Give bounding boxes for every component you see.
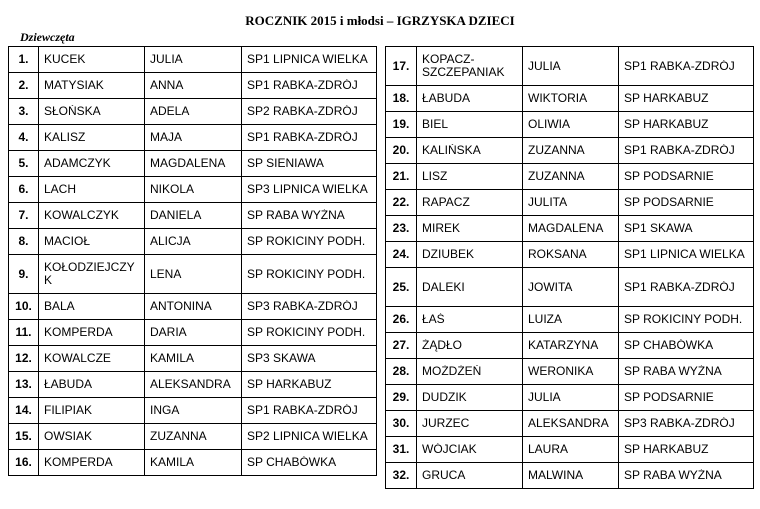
first-name-cell-text: OLIWIA xyxy=(528,118,571,131)
rank-cell xyxy=(386,359,417,385)
first-name-cell xyxy=(523,359,619,385)
surname-cell xyxy=(417,138,523,164)
first-name-cell xyxy=(145,450,242,476)
surname-cell xyxy=(39,177,145,203)
first-name-cell-text: INGA xyxy=(150,404,180,417)
first-name-cell-text: KATARZYNA xyxy=(528,339,599,352)
table-row xyxy=(386,307,754,333)
surname-cell-text: DALEKI xyxy=(422,280,465,294)
table-row xyxy=(386,411,754,437)
surname-cell-text: KOŁODZIEJCZYK xyxy=(44,261,135,287)
school-cell-text: SP1 RABKA-ZDRÓJ xyxy=(624,280,735,294)
rank-cell-text: 5. xyxy=(18,157,29,170)
first-name-cell xyxy=(145,125,242,151)
surname-cell-text: LACH xyxy=(44,183,77,196)
surname-cell xyxy=(417,190,523,216)
table-row xyxy=(386,112,754,138)
rank-cell-text: 24. xyxy=(392,248,410,261)
school-cell xyxy=(242,424,377,450)
surname-cell-text: BIEL xyxy=(422,118,449,131)
school-cell-text: SP1 LIPNICA WIELKA xyxy=(624,248,745,261)
rank-cell-text: 11. xyxy=(15,326,32,339)
first-name-cell-text: JOWITA xyxy=(528,280,573,294)
first-name-cell-text: ZUZANNA xyxy=(528,144,585,157)
first-name-cell xyxy=(523,437,619,463)
school-cell xyxy=(619,216,754,242)
school-cell-text: SP HARKABUZ xyxy=(247,378,332,391)
rank-cell xyxy=(386,164,417,190)
rank-cell-text: 20. xyxy=(392,144,410,157)
rank-cell-text: 19. xyxy=(392,118,410,131)
school-cell xyxy=(242,47,377,73)
table-row xyxy=(9,229,377,255)
surname-cell-text: ŁABUDA xyxy=(422,92,471,105)
rank-cell-text: 8. xyxy=(18,235,29,248)
school-cell xyxy=(619,86,754,112)
table-row xyxy=(9,177,377,203)
school-cell xyxy=(619,359,754,385)
first-name-cell xyxy=(523,411,619,437)
first-name-cell-text: ZUZANNA xyxy=(528,170,585,183)
table-row xyxy=(9,294,377,320)
surname-cell xyxy=(39,125,145,151)
surname-cell xyxy=(417,333,523,359)
surname-cell xyxy=(417,242,523,268)
section-subtitle: Dziewczęta xyxy=(20,30,75,44)
first-name-cell xyxy=(145,47,242,73)
first-name-cell-text: JULIA xyxy=(528,59,561,73)
school-cell-text: SP PODSARNIE xyxy=(624,170,714,183)
school-cell-text: SP1 RABKA-ZDRÓJ xyxy=(247,79,358,92)
first-name-cell-text: ADELA xyxy=(150,105,190,118)
school-cell xyxy=(242,346,377,372)
school-cell xyxy=(619,333,754,359)
first-name-cell xyxy=(523,242,619,268)
table-row xyxy=(386,190,754,216)
school-cell xyxy=(242,320,377,346)
first-name-cell-text: ALEKSANDRA xyxy=(150,378,231,391)
rank-cell xyxy=(9,372,39,398)
rank-cell-text: 10. xyxy=(15,300,32,313)
rank-cell xyxy=(9,151,39,177)
rank-cell-text: 31. xyxy=(392,443,410,456)
table-row xyxy=(9,346,377,372)
school-cell xyxy=(619,190,754,216)
rank-cell xyxy=(9,450,39,476)
first-name-cell xyxy=(145,294,242,320)
surname-cell xyxy=(39,229,145,255)
school-cell-text: SP HARKABUZ xyxy=(624,443,709,456)
rank-cell-text: 2. xyxy=(18,79,29,92)
rank-cell-text: 30. xyxy=(392,417,410,430)
left-results-table xyxy=(8,46,377,476)
first-name-cell xyxy=(145,229,242,255)
rank-cell xyxy=(9,346,39,372)
school-cell xyxy=(619,463,754,489)
rank-cell xyxy=(9,177,39,203)
rank-cell xyxy=(386,242,417,268)
school-cell-text: SP1 RABKA-ZDRÓJ xyxy=(624,59,735,73)
first-name-cell-text: WERONIKA xyxy=(528,365,594,378)
rank-cell xyxy=(386,112,417,138)
school-cell xyxy=(619,268,754,307)
school-cell xyxy=(242,398,377,424)
surname-cell-text: WÓJCIAK xyxy=(422,443,477,456)
surname-cell-text: RAPACZ xyxy=(422,196,470,209)
rank-cell xyxy=(386,463,417,489)
first-name-cell-text: JULIA xyxy=(150,53,183,66)
school-cell-text: SP ROKICINY PODH. xyxy=(624,313,743,326)
table-row xyxy=(9,424,377,450)
surname-cell-text: MACIOŁ xyxy=(44,235,91,248)
surname-cell xyxy=(39,398,145,424)
rank-cell-text: 16. xyxy=(15,456,32,469)
first-name-cell xyxy=(523,463,619,489)
school-cell xyxy=(619,385,754,411)
surname-cell xyxy=(417,359,523,385)
right-results-table xyxy=(385,46,754,489)
school-cell xyxy=(619,47,754,86)
rank-cell-text: 12. xyxy=(15,352,32,365)
rank-cell xyxy=(386,138,417,164)
rank-cell-text: 25. xyxy=(392,280,410,294)
school-cell-text: SP RABA WYŻNA xyxy=(247,209,345,222)
school-cell xyxy=(619,411,754,437)
table-row xyxy=(386,242,754,268)
surname-cell-text: ŁABUDA xyxy=(44,378,93,391)
surname-cell xyxy=(417,385,523,411)
rank-cell xyxy=(386,268,417,307)
first-name-cell-text: KAMILA xyxy=(150,456,195,469)
surname-cell-text: KOMPERDA xyxy=(44,326,113,339)
school-cell-text: SP2 LIPNICA WIELKA xyxy=(247,430,368,443)
first-name-cell-text: DARIA xyxy=(150,326,187,339)
rank-cell-text: 4. xyxy=(18,131,29,144)
rank-cell-text: 17. xyxy=(392,59,410,73)
rank-cell-text: 23. xyxy=(392,222,410,235)
first-name-cell xyxy=(145,372,242,398)
surname-cell xyxy=(417,47,523,86)
rank-cell-text: 7. xyxy=(18,209,29,222)
surname-cell-text: KALIŃSKA xyxy=(422,144,481,157)
school-cell-text: SP3 RABKA-ZDRÓJ xyxy=(624,417,735,430)
surname-cell xyxy=(39,99,145,125)
school-cell-text: SP HARKABUZ xyxy=(624,92,709,105)
school-cell xyxy=(619,242,754,268)
surname-cell xyxy=(39,255,145,294)
school-cell-text: SP3 LIPNICA WIELKA xyxy=(247,183,368,196)
table-row xyxy=(9,47,377,73)
first-name-cell-text: JULITA xyxy=(528,196,568,209)
rank-cell-text: 28. xyxy=(392,365,410,378)
first-name-cell xyxy=(523,307,619,333)
school-cell xyxy=(619,437,754,463)
surname-cell xyxy=(417,86,523,112)
table-row xyxy=(9,398,377,424)
first-name-cell xyxy=(145,99,242,125)
surname-cell-text: SŁOŃSKA xyxy=(44,105,101,118)
surname-cell xyxy=(39,294,145,320)
school-cell-text: SP HARKABUZ xyxy=(624,118,709,131)
table-row xyxy=(386,164,754,190)
school-cell-text: SP ROKICINY PODH. xyxy=(247,267,366,281)
rank-cell xyxy=(9,424,39,450)
table-row xyxy=(9,203,377,229)
first-name-cell-text: ALEKSANDRA xyxy=(528,417,609,430)
first-name-cell xyxy=(145,320,242,346)
first-name-cell-text: DANIELA xyxy=(150,209,202,222)
first-name-cell-text: ROKSANA xyxy=(528,248,587,261)
first-name-cell-text: LUIZA xyxy=(528,313,563,326)
school-cell xyxy=(619,112,754,138)
first-name-cell-text: MAGDALENA xyxy=(150,157,226,170)
first-name-cell-text: LAURA xyxy=(528,443,569,456)
school-cell-text: SP CHABÓWKA xyxy=(624,339,714,352)
school-cell-text: SP1 RABKA-ZDRÓJ xyxy=(247,131,358,144)
first-name-cell xyxy=(523,333,619,359)
surname-cell-text: DUDZIK xyxy=(422,391,467,404)
table-row xyxy=(386,437,754,463)
rank-cell-text: 1. xyxy=(18,53,29,66)
first-name-cell xyxy=(523,385,619,411)
rank-cell-text: 26. xyxy=(392,313,410,326)
surname-cell-text: FILIPIAK xyxy=(44,404,93,417)
school-cell-text: SP1 LIPNICA WIELKA xyxy=(247,53,368,66)
surname-cell-text: KUCEK xyxy=(44,53,86,66)
first-name-cell-text: KAMILA xyxy=(150,352,195,365)
surname-cell xyxy=(39,372,145,398)
surname-cell-text: MOŻDŻEŃ xyxy=(422,365,482,378)
first-name-cell xyxy=(523,216,619,242)
surname-cell xyxy=(39,203,145,229)
school-cell-text: SP3 RABKA-ZDRÓJ xyxy=(247,300,358,313)
rank-cell xyxy=(9,47,39,73)
surname-cell xyxy=(39,151,145,177)
first-name-cell xyxy=(145,73,242,99)
surname-cell xyxy=(39,450,145,476)
school-cell-text: SP ROKICINY PODH. xyxy=(247,235,366,248)
first-name-cell-text: ANNA xyxy=(150,79,184,92)
first-name-cell xyxy=(145,151,242,177)
school-cell xyxy=(242,177,377,203)
table-row xyxy=(9,320,377,346)
surname-cell-text: ŻĄDŁO xyxy=(422,339,463,352)
surname-cell-text: BALA xyxy=(44,300,75,313)
table-row xyxy=(386,86,754,112)
rank-cell xyxy=(9,203,39,229)
table-row xyxy=(386,463,754,489)
rank-cell-text: 13. xyxy=(15,378,32,391)
surname-cell-text: KOWALCZE xyxy=(44,352,111,365)
rank-cell xyxy=(386,385,417,411)
rank-cell xyxy=(9,125,39,151)
rank-cell xyxy=(9,255,39,294)
school-cell xyxy=(242,73,377,99)
table-row xyxy=(9,125,377,151)
school-cell-text: SP SIENIAWA xyxy=(247,157,324,170)
surname-cell-text: JURZEC xyxy=(422,417,470,430)
first-name-cell-text: ANTONINA xyxy=(150,300,212,313)
table-row xyxy=(386,138,754,164)
first-name-cell-text: WIKTORIA xyxy=(528,92,588,105)
rank-cell xyxy=(386,190,417,216)
school-cell-text: SP3 SKAWA xyxy=(247,352,316,365)
surname-cell-text: GRUCA xyxy=(422,469,466,482)
surname-cell xyxy=(39,73,145,99)
school-cell xyxy=(242,203,377,229)
surname-cell xyxy=(417,164,523,190)
table-row xyxy=(386,216,754,242)
rank-cell-text: 6. xyxy=(18,183,29,196)
surname-cell-text: KOPACZ-SZCZEPANIAK xyxy=(422,53,505,79)
school-cell xyxy=(619,138,754,164)
school-cell xyxy=(242,151,377,177)
table-row xyxy=(9,372,377,398)
school-cell xyxy=(619,307,754,333)
school-cell-text: SP RABA WYŻNA xyxy=(624,469,722,482)
rank-cell xyxy=(9,229,39,255)
first-name-cell xyxy=(523,47,619,86)
surname-cell-text: DZIUBEK xyxy=(422,248,475,261)
rank-cell xyxy=(386,411,417,437)
rank-cell-text: 14. xyxy=(15,404,32,417)
surname-cell-text: KALISZ xyxy=(44,131,86,144)
table-row xyxy=(386,268,754,307)
rank-cell-text: 22. xyxy=(392,196,410,209)
first-name-cell xyxy=(145,203,242,229)
surname-cell-text: MATYSIAK xyxy=(44,79,104,92)
surname-cell xyxy=(417,437,523,463)
rank-cell xyxy=(386,86,417,112)
surname-cell xyxy=(39,424,145,450)
school-cell xyxy=(242,229,377,255)
table-row xyxy=(9,73,377,99)
page-title: ROCZNIK 2015 i młodsi – IGRZYSKA DZIECI xyxy=(245,13,515,28)
surname-cell xyxy=(417,411,523,437)
rank-cell-text: 9. xyxy=(18,267,29,281)
rank-cell xyxy=(386,47,417,86)
rank-cell xyxy=(9,294,39,320)
surname-cell xyxy=(417,307,523,333)
school-cell-text: SP RABA WYŻNA xyxy=(624,365,722,378)
first-name-cell xyxy=(523,86,619,112)
table-row xyxy=(386,333,754,359)
school-cell xyxy=(242,450,377,476)
rank-cell-text: 32. xyxy=(392,469,410,482)
first-name-cell xyxy=(145,177,242,203)
surname-cell xyxy=(417,268,523,307)
table-row xyxy=(9,151,377,177)
school-cell xyxy=(619,164,754,190)
surname-cell-text: LISZ xyxy=(422,170,448,183)
school-cell-text: SP1 SKAWA xyxy=(624,222,693,235)
surname-cell xyxy=(417,463,523,489)
first-name-cell-text: ALICJA xyxy=(150,235,191,248)
rank-cell xyxy=(9,320,39,346)
surname-cell-text: KOMPERDA xyxy=(44,456,113,469)
rank-cell xyxy=(9,73,39,99)
surname-cell xyxy=(39,346,145,372)
first-name-cell xyxy=(145,255,242,294)
surname-cell-text: MIREK xyxy=(422,222,461,235)
first-name-cell-text: NIKOLA xyxy=(150,183,195,196)
surname-cell xyxy=(39,47,145,73)
first-name-cell-text: JULIA xyxy=(528,391,561,404)
school-cell-text: SP ROKICINY PODH. xyxy=(247,326,366,339)
rank-cell-text: 3. xyxy=(18,105,29,118)
first-name-cell xyxy=(523,164,619,190)
rank-cell-text: 29. xyxy=(392,391,410,404)
surname-cell-text: ADAMCZYK xyxy=(44,157,111,170)
school-cell xyxy=(242,255,377,294)
rank-cell xyxy=(9,398,39,424)
first-name-cell xyxy=(523,190,619,216)
first-name-cell-text: MALWINA xyxy=(528,469,584,482)
first-name-cell-text: MAJA xyxy=(150,131,183,144)
rank-cell xyxy=(9,99,39,125)
first-name-cell-text: MAGDALENA xyxy=(528,222,604,235)
table-row xyxy=(9,450,377,476)
surname-cell xyxy=(39,320,145,346)
first-name-cell xyxy=(145,424,242,450)
surname-cell-text: KOWALCZYK xyxy=(44,209,119,222)
surname-cell xyxy=(417,112,523,138)
rank-cell-text: 18. xyxy=(392,92,410,105)
rank-cell-text: 21. xyxy=(392,170,410,183)
table-row xyxy=(386,47,754,86)
rank-cell xyxy=(386,333,417,359)
rank-cell xyxy=(386,437,417,463)
rank-cell xyxy=(386,307,417,333)
school-cell xyxy=(242,125,377,151)
school-cell-text: SP PODSARNIE xyxy=(624,391,714,404)
school-cell-text: SP2 RABKA-ZDRÓJ xyxy=(247,105,358,118)
table-row xyxy=(9,255,377,294)
first-name-cell xyxy=(523,112,619,138)
school-cell-text: SP1 RABKA-ZDRÓJ xyxy=(624,144,735,157)
surname-cell-text: OWSIAK xyxy=(44,430,93,443)
table-row xyxy=(386,359,754,385)
first-name-cell xyxy=(145,398,242,424)
first-name-cell-text: ZUZANNA xyxy=(150,430,207,443)
school-cell xyxy=(242,294,377,320)
surname-cell-text: ŁAŚ xyxy=(422,313,445,326)
table-row xyxy=(9,99,377,125)
school-cell-text: SP CHABÓWKA xyxy=(247,456,337,469)
first-name-cell xyxy=(523,138,619,164)
school-cell-text: SP PODSARNIE xyxy=(624,196,714,209)
first-name-cell-text: LENA xyxy=(150,267,182,281)
table-row xyxy=(386,385,754,411)
surname-cell xyxy=(417,216,523,242)
first-name-cell xyxy=(523,268,619,307)
school-cell xyxy=(242,372,377,398)
school-cell-text: SP1 RABKA-ZDRÓJ xyxy=(247,404,358,417)
rank-cell-text: 15. xyxy=(15,430,32,443)
school-cell xyxy=(242,99,377,125)
first-name-cell xyxy=(145,346,242,372)
rank-cell xyxy=(386,216,417,242)
rank-cell-text: 27. xyxy=(392,339,410,352)
